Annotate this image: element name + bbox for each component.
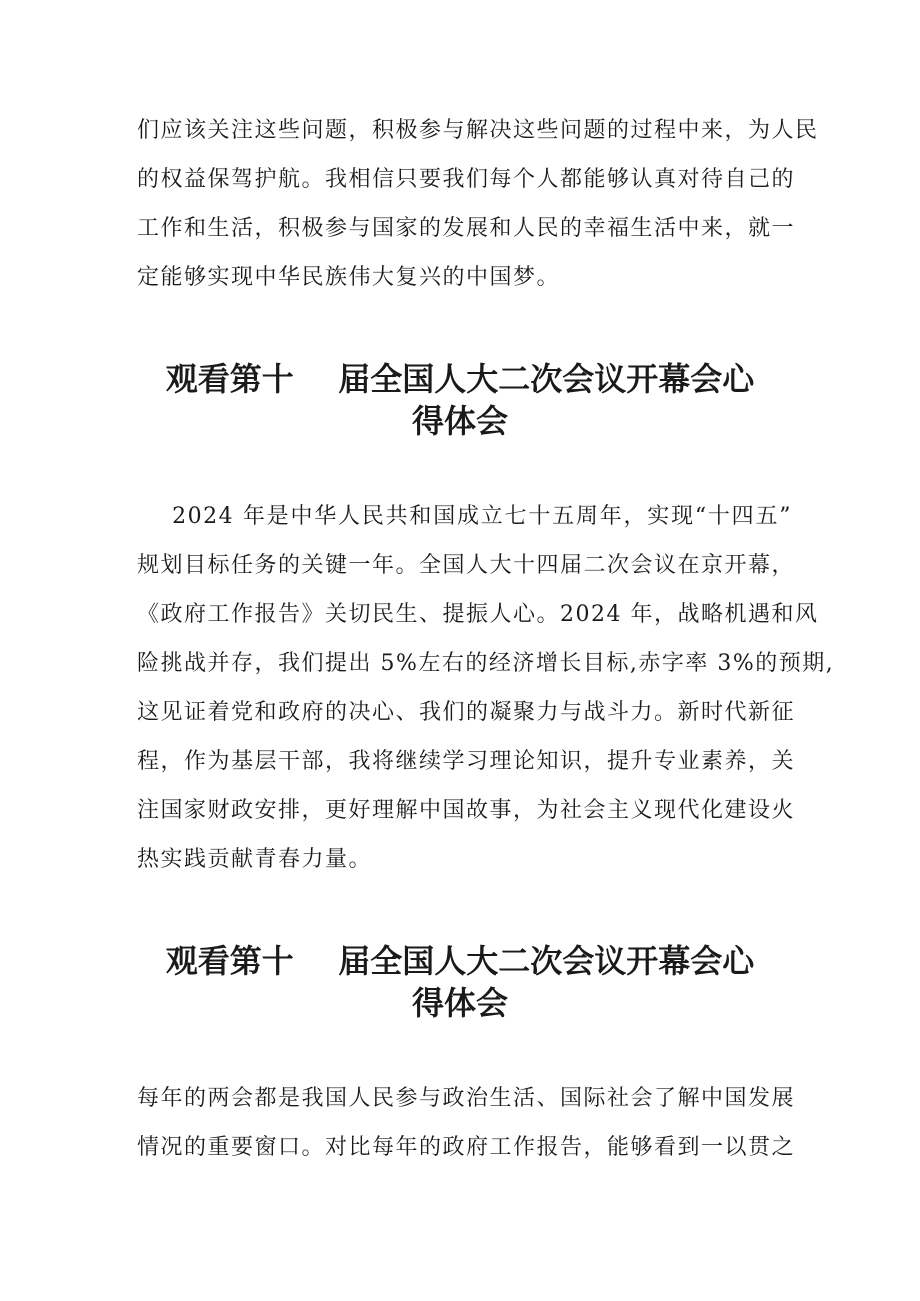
- paragraph-line: 热实践贡献青春力量。: [137, 847, 373, 872]
- paragraph-line: 规划目标任务的关键一年。全国人大十四届二次会议在京开幕，: [137, 553, 796, 578]
- paragraph-section-1: [137, 492, 835, 884]
- section-heading: [120, 940, 800, 1024]
- paragraph-intro: [137, 106, 819, 302]
- paragraph-line: 每年的两会都是我国人民参与政治生活、国际社会了解中国发展: [137, 1086, 796, 1111]
- paragraph-line: 注国家财政安排，更好理解中国故事，为社会主义现代化建设火: [137, 798, 796, 823]
- heading-line: 观看第十 届全国人大二次会议开幕会心: [165, 360, 755, 398]
- paragraph-line: 这见证着党和政府的决心、我们的凝聚力与战斗力。新时代新征: [137, 700, 796, 725]
- section-heading: [120, 358, 800, 442]
- paragraph-line: 情况的重要窗口。对比每年的政府工作报告，能够看到一以贯之: [137, 1135, 796, 1160]
- heading-line: 得体会: [411, 984, 508, 1022]
- paragraph-line: 工作和生活，积极参与国家的发展和人民的幸福生活中来，就一: [137, 216, 796, 241]
- heading-line: 得体会: [411, 402, 508, 440]
- paragraph-line: 们应该关注这些问题，积极参与解决这些问题的过程中来，为人民: [137, 118, 819, 143]
- paragraph-line: 的权益保驾护航。我相信只要我们每个人都能够认真对待自己的: [137, 167, 796, 192]
- paragraph-line: 险挑战并存，我们提出 5%左右的经济增长目标,赤字率 3%的预期,: [137, 651, 835, 676]
- paragraph-line: 程，作为基层干部，我将继续学习理论知识，提升专业素养，关: [137, 749, 796, 774]
- paragraph-line: 2024 年是中华人民共和国成立七十五周年，实现“十四五”: [137, 504, 792, 529]
- paragraph-section-2: [137, 1074, 796, 1172]
- paragraph-line: 定能够实现中华民族伟大复兴的中国梦。: [137, 265, 561, 290]
- paragraph-line: 《政府工作报告》关切民生、提振人心。2024 年，战略机遇和风: [137, 602, 819, 627]
- heading-line: 观看第十 届全国人大二次会议开幕会心: [165, 942, 755, 980]
